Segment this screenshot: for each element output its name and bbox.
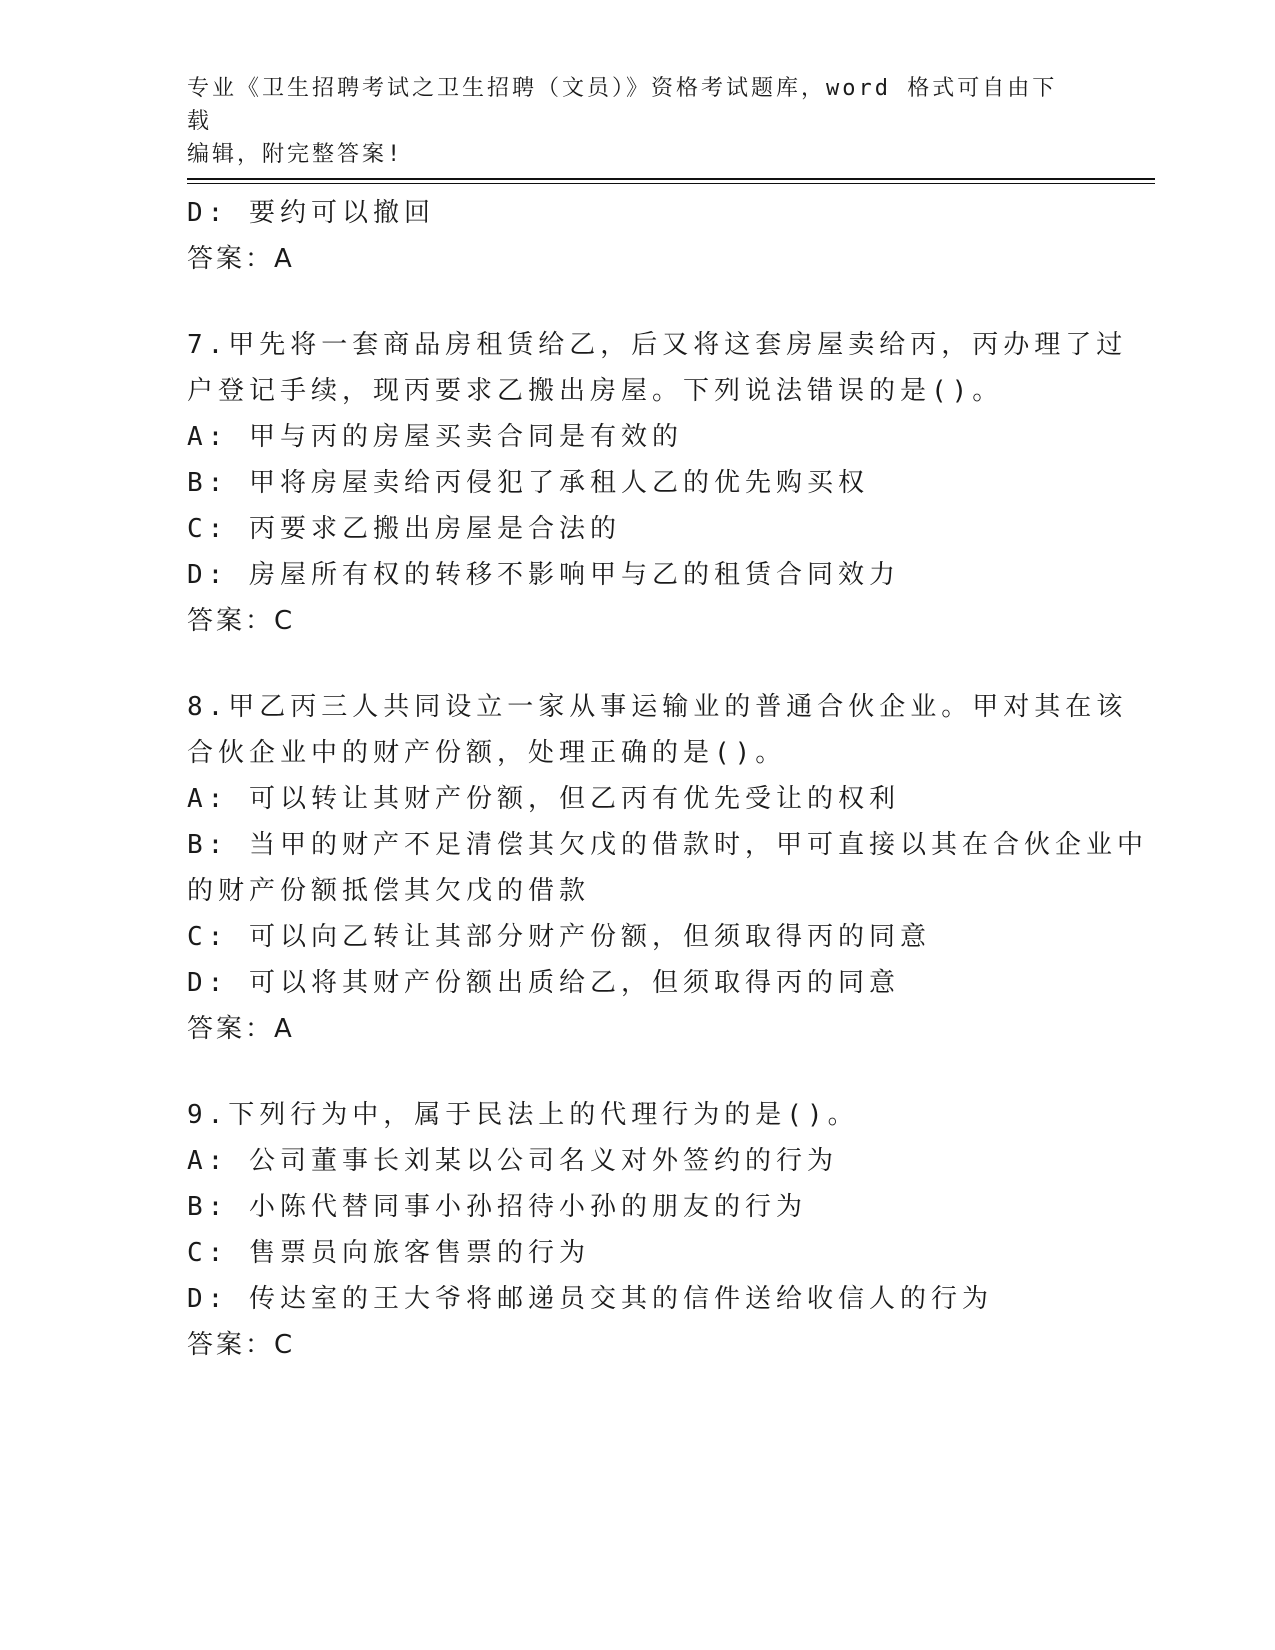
spacer: [187, 1052, 1087, 1092]
question-stem-line: 户登记手续，现丙要求乙搬出房屋。下列说法错误的是()。: [187, 376, 1004, 406]
answer: 答案：C: [187, 1330, 296, 1360]
option-d: D: 传达室的王大爷将邮递员交其的信件送给收信人的行为: [187, 1284, 993, 1314]
question-stem-line: 9.下列行为中，属于民法上的代理行为的是()。: [187, 1100, 859, 1130]
header-rule-thin: [187, 183, 1155, 184]
option-b-continued: 的财产份额抵偿其欠戊的借款: [187, 876, 591, 906]
question-content: [187, 190, 1148, 1368]
option-d: D: 可以将其财产份额出质给乙，但须取得丙的同意: [187, 968, 900, 998]
header-rule-thick: [187, 178, 1155, 180]
question-7: [187, 322, 1128, 644]
option-c: C: 可以向乙转让其部分财产份额，但须取得丙的同意: [187, 922, 931, 952]
option-d: D: 房屋所有权的转移不影响甲与乙的租赁合同效力: [187, 560, 900, 590]
option-a: A: 公司董事长刘某以公司名义对外签约的行为: [187, 1146, 838, 1176]
header-line-2: 编辑，附完整答案!: [187, 142, 404, 167]
question-stem-line: 合伙企业中的财产份额，处理正确的是()。: [187, 738, 787, 768]
prev-option-d: D: 要约可以撤回: [187, 198, 435, 228]
header-line-1: 专业《卫生招聘考试之卫生招聘（文员）》资格考试题库，word 格式可自由下载: [187, 76, 1058, 134]
option-c: C: 丙要求乙搬出房屋是合法的: [187, 514, 621, 544]
question-stem-line: 8.甲乙丙三人共同设立一家从事运输业的普通合伙企业。甲对其在该: [187, 692, 1128, 722]
answer: 答案：C: [187, 606, 296, 636]
option-c: C: 售票员向旅客售票的行为: [187, 1238, 590, 1268]
prev-answer: 答案：A: [187, 244, 295, 274]
option-a: A: 可以转让其财产份额，但乙丙有优先受让的权利: [187, 784, 900, 814]
option-a: A: 甲与丙的房屋买卖合同是有效的: [187, 422, 683, 452]
option-b: B: 当甲的财产不足清偿其欠戊的借款时，甲可直接以其在合伙企业中: [187, 830, 1148, 860]
question-8: [187, 684, 1148, 1052]
answer: 答案：A: [187, 1014, 295, 1044]
option-b: B: 甲将房屋卖给丙侵犯了承租人乙的优先购买权: [187, 468, 869, 498]
page-header: [187, 72, 1067, 171]
question-9: [187, 1092, 1087, 1368]
spacer: [187, 644, 1087, 684]
question-stem-line: 7.甲先将一套商品房租赁给乙，后又将这套房屋卖给丙，丙办理了过: [187, 330, 1128, 360]
option-b: B: 小陈代替同事小孙招待小孙的朋友的行为: [187, 1192, 807, 1222]
spacer: [187, 282, 1087, 322]
